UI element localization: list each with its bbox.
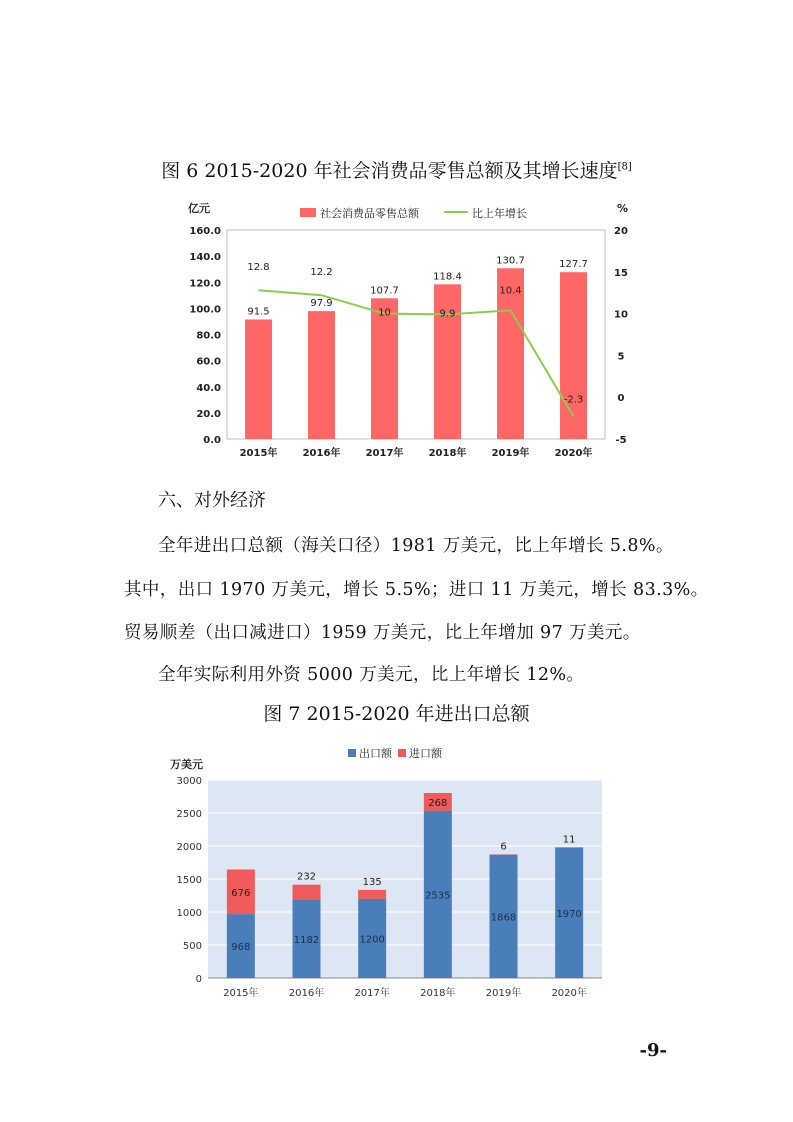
- y-tick-label: 1000: [176, 908, 202, 919]
- line-value-label: 9.9: [439, 308, 456, 320]
- trade-chart-svg: [168, 738, 610, 1008]
- import-value-label: 11: [562, 834, 576, 846]
- left-tick-label: 160.0: [189, 226, 221, 237]
- export-value-label: 1182: [293, 934, 320, 946]
- figure-6-title-text: 图 6 2015-2020 年社会消费品零售总额及其增长速度: [161, 160, 618, 182]
- paragraph-line-4: 全年实际利用外资 5000 万美元，比上年增长 12%。: [158, 665, 585, 685]
- y-tick-label: 2000: [176, 842, 202, 853]
- legend-label-line: 比上年增长: [472, 207, 527, 220]
- import-value-label: 135: [362, 876, 382, 888]
- export-value-label: 2535: [425, 890, 451, 902]
- section-heading: 六、对外经济: [158, 490, 266, 511]
- import-bar: [358, 890, 386, 899]
- import-bar: [293, 885, 321, 900]
- bar: [560, 272, 587, 439]
- paragraph-line-2: 其中，出口 1970 万美元，增长 5.5%；进口 11 万美元，增长 83.3%。: [124, 580, 709, 600]
- line-value-label: 10: [378, 307, 391, 319]
- figure-6-title: [0, 156, 793, 183]
- x-tick-label: 2019年: [491, 448, 530, 459]
- right-axis-label: %: [617, 202, 629, 215]
- x-tick-label: 2016年: [288, 988, 325, 999]
- paragraph-line-3: 贸易顺差（出口减进口）1959 万美元，比上年增加 97 万美元。: [124, 623, 641, 643]
- retail-sales-chart-svg: [182, 196, 644, 468]
- import-value-label: 6: [500, 841, 507, 853]
- page-number: -9-: [639, 1040, 667, 1061]
- left-tick-label: 140.0: [189, 252, 221, 264]
- left-axis-label: 亿元: [188, 202, 210, 215]
- retail-sales-chart: [182, 196, 644, 468]
- bar: [308, 311, 335, 439]
- plot-area: [227, 230, 605, 439]
- x-tick-label: 2020年: [554, 448, 593, 459]
- y-tick-label: 3000: [176, 776, 202, 787]
- legend-label-import: 进口额: [409, 747, 442, 760]
- x-tick-label: 2018年: [428, 448, 467, 459]
- right-tick-label: 15: [614, 267, 628, 279]
- bar: [245, 319, 272, 439]
- y-tick-label: 500: [182, 941, 202, 952]
- legend-swatch-bar: [300, 208, 316, 217]
- x-tick-label: 2019年: [485, 988, 522, 999]
- import-value-label: 268: [428, 797, 448, 809]
- left-tick-label: 60.0: [196, 356, 221, 368]
- bar-value-label: 107.7: [370, 285, 399, 297]
- left-tick-label: 20.0: [196, 408, 221, 420]
- line-value-label: 12.2: [310, 267, 333, 279]
- left-tick-label: 100.0: [189, 304, 221, 316]
- import-bar: [555, 847, 583, 848]
- export-value-label: 1200: [359, 934, 385, 946]
- left-tick-label: 0.0: [203, 435, 221, 446]
- right-tick-label: 10: [614, 309, 628, 321]
- right-tick-label: 0: [617, 393, 625, 405]
- legend-swatch-import: [398, 749, 406, 757]
- x-tick-label: 2016年: [302, 448, 341, 459]
- export-value-label: 1868: [490, 912, 517, 924]
- figure-6-note: [8]: [617, 161, 632, 173]
- bar-value-label: 91.5: [247, 306, 270, 318]
- y-axis-label: 万美元: [170, 758, 203, 771]
- x-tick-label: 2015年: [223, 988, 259, 999]
- bar: [371, 298, 398, 439]
- bar-value-label: 118.4: [433, 271, 462, 283]
- bar-value-label: 127.7: [559, 259, 588, 271]
- trade-chart: [168, 738, 610, 1008]
- export-value-label: 1970: [556, 908, 582, 920]
- right-tick-label: -5: [615, 435, 627, 446]
- legend-label-export: 出口额: [359, 747, 392, 760]
- x-tick-label: 2017年: [354, 988, 390, 999]
- x-tick-label: 2020年: [551, 988, 587, 999]
- export-value-label: 968: [231, 942, 251, 954]
- paragraph-line-1: 全年进出口总额（海关口径）1981 万美元，比上年增长 5.8%。: [158, 536, 674, 556]
- x-tick-label: 2015年: [239, 448, 278, 459]
- import-value-label: 676: [231, 887, 251, 899]
- bar-value-label: 97.9: [310, 298, 333, 310]
- right-tick-label: 20: [614, 226, 628, 237]
- bar-value-label: 130.7: [496, 255, 525, 267]
- import-value-label: 232: [296, 871, 317, 883]
- y-tick-label: 0: [195, 974, 202, 985]
- legend-swatch-export: [348, 749, 356, 757]
- left-tick-label: 120.0: [189, 278, 221, 290]
- line-value-label: 12.8: [247, 262, 270, 274]
- right-tick-label: 5: [617, 351, 625, 363]
- figure-7-title: 图 7 2015-2020 年进出口总额: [263, 703, 530, 725]
- line-value-label: 10.4: [499, 285, 522, 297]
- x-tick-label: 2018年: [420, 988, 456, 999]
- legend-label-bar: 社会消费品零售总额: [320, 207, 419, 220]
- line-value-label: -2.3: [563, 394, 584, 406]
- y-tick-label: 2500: [176, 809, 202, 820]
- left-tick-label: 40.0: [196, 382, 221, 394]
- y-tick-label: 1500: [176, 875, 202, 886]
- x-tick-label: 2017年: [365, 448, 404, 459]
- left-tick-label: 80.0: [196, 330, 221, 342]
